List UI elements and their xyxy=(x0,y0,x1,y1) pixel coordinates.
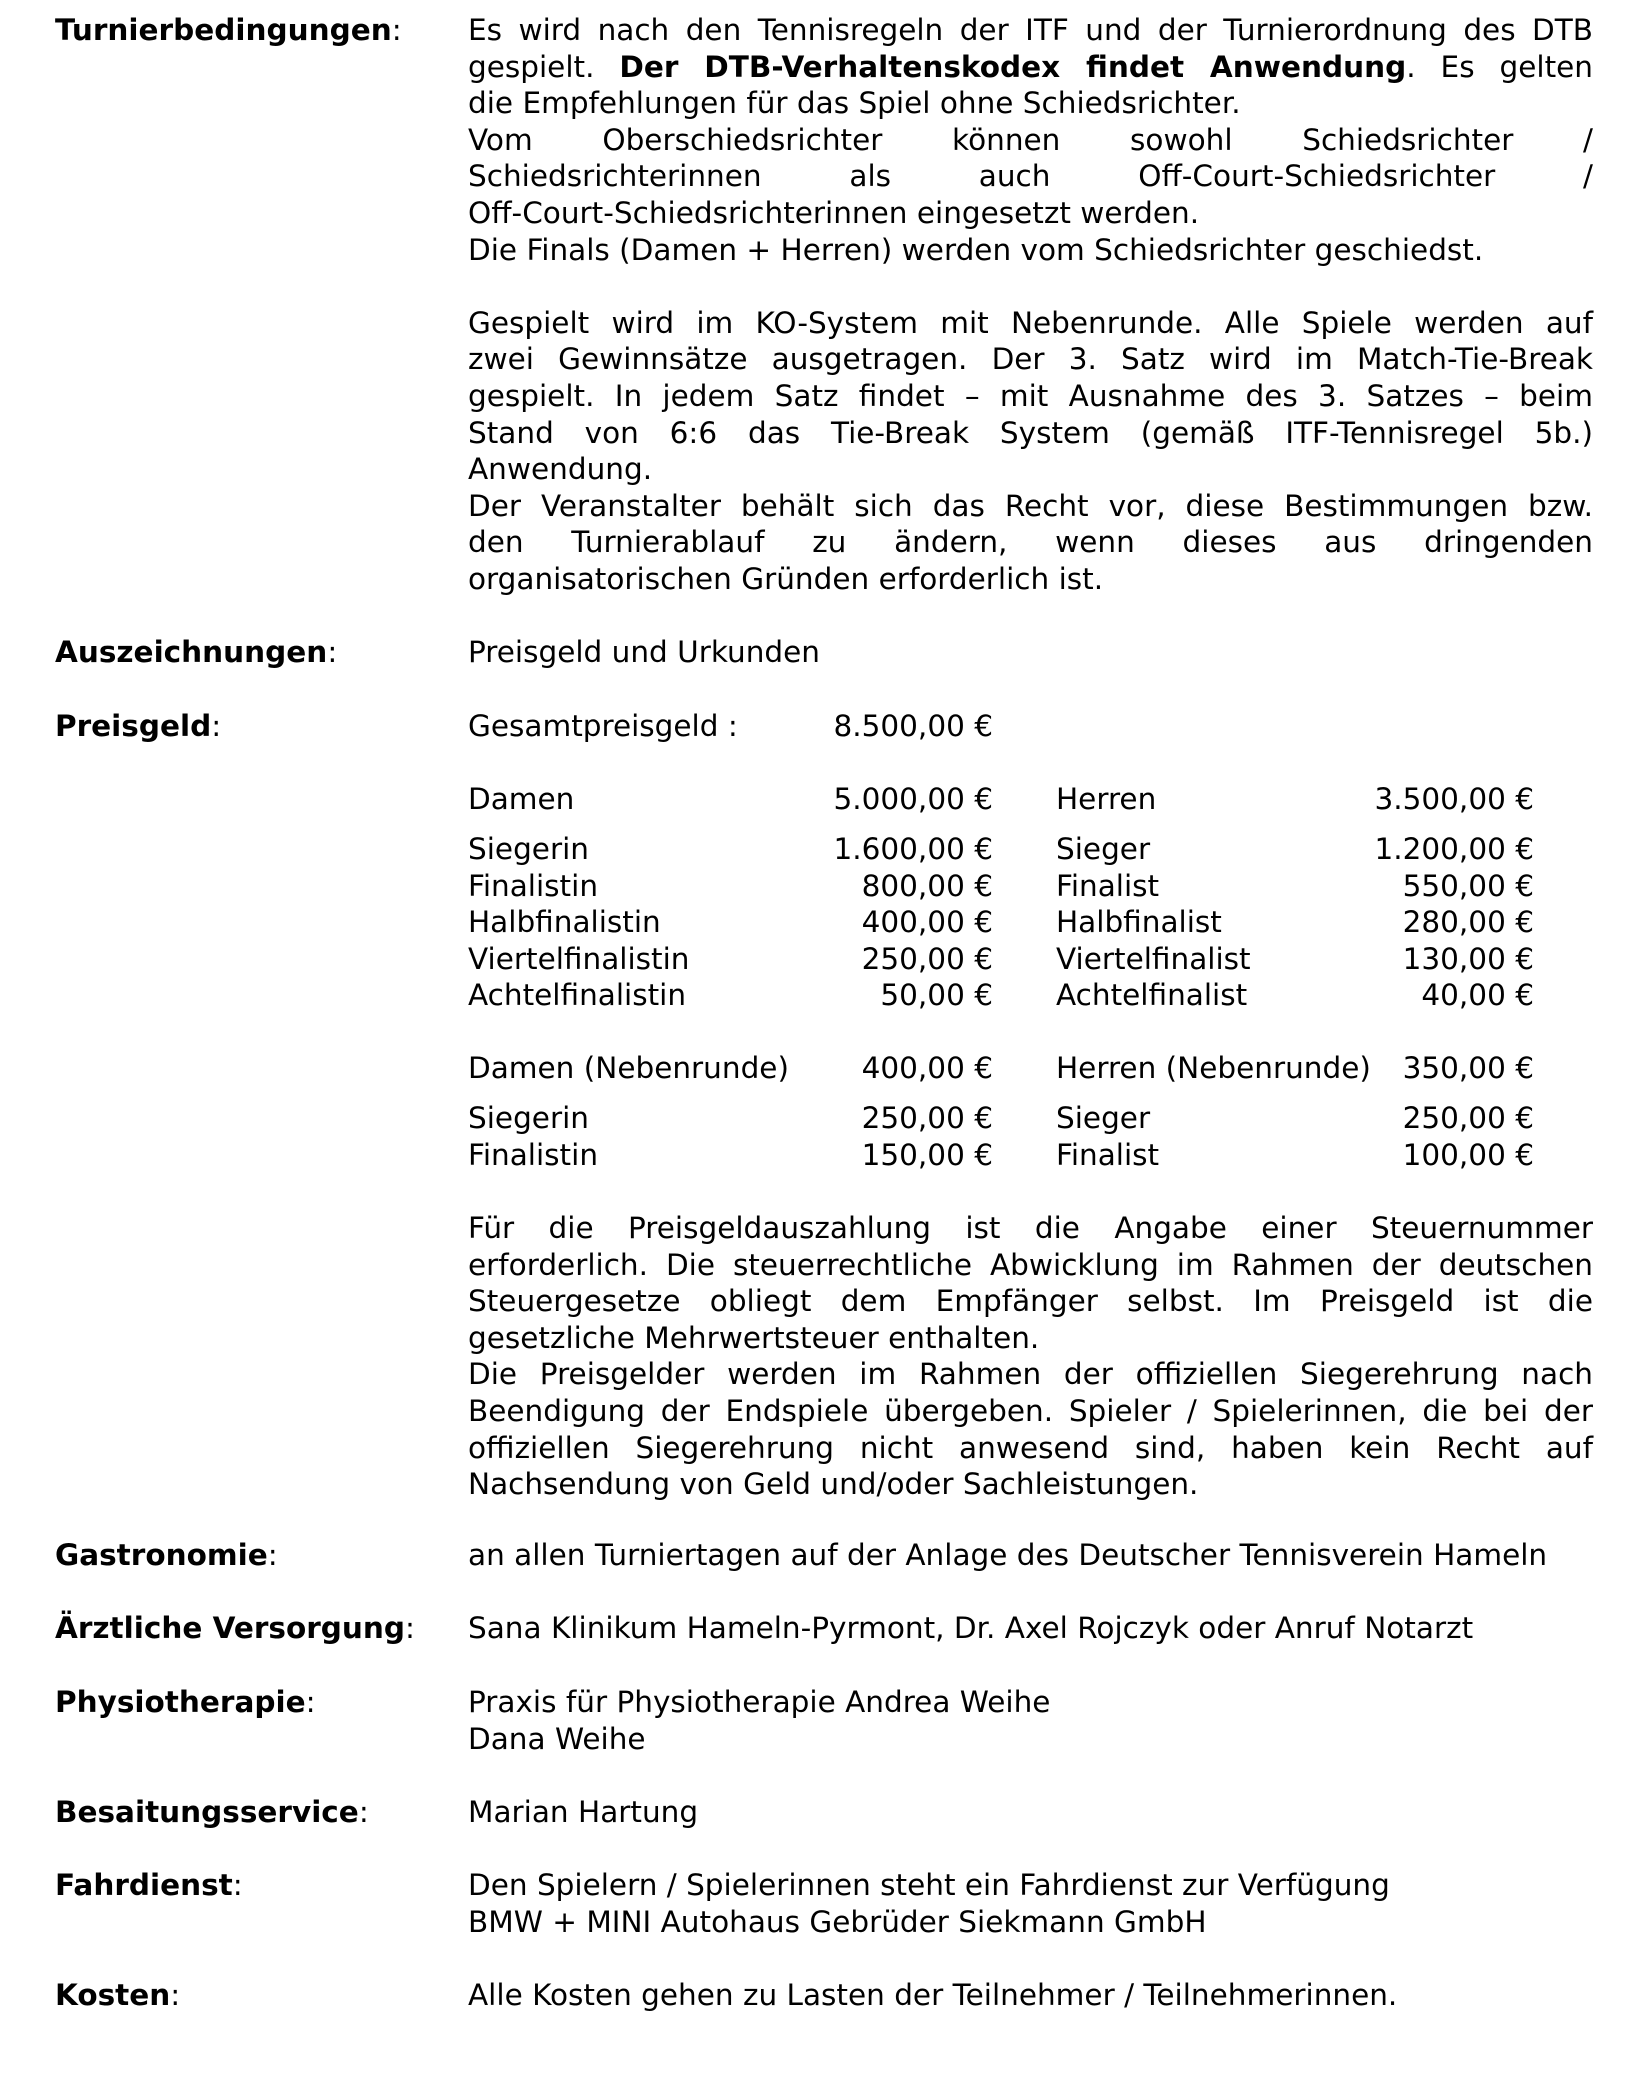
text-line: organisatorischen Gründen erforderlich ist. xyxy=(468,561,1104,596)
prize-value: 50,00 € xyxy=(880,978,993,1012)
text-line xyxy=(468,49,1593,86)
prize-value: 550,00 € xyxy=(1402,868,1534,903)
text-fragment: . Es gelten xyxy=(1406,49,1593,84)
term-colon: : xyxy=(305,1685,316,1719)
text-line: Off-Court-Schiedsrichterinnen eingesetzt werden. xyxy=(468,195,1200,230)
prize-label: Sieger xyxy=(1056,1101,1151,1135)
text-line: Anwendung. xyxy=(468,452,653,487)
prize-value: 150,00 € xyxy=(861,1137,993,1172)
text-line: Schiedsrichterinnen als auch Off-Court-Schiedsrichter / xyxy=(468,159,1593,194)
text-line: den Turnierablauf zu ändern, wenn dieses aus dringenden xyxy=(468,525,1593,560)
text-line: Dana Weihe xyxy=(468,1721,646,1756)
body-physiotherapie xyxy=(468,1684,1593,1757)
text-line: Für die Preisgeldauszahlung ist die Angabe einer Steuernummer xyxy=(468,1211,1593,1245)
prize-label: Sieger xyxy=(1056,832,1151,866)
text-line: Den Spielern / Spielerinnen steht ein Fahrdienst zur Verfügung xyxy=(468,1868,1390,1902)
prize-label-herren: Herren xyxy=(1056,782,1157,816)
term-label: Auszeichnungen xyxy=(55,635,328,669)
text-line: Beendigung der Endspiele übergeben. Spieler / Spielerinnen, die bei der xyxy=(468,1393,1593,1428)
prize-value: 1.200,00 € xyxy=(1374,832,1534,866)
prize-total-label: Gesamtpreisgeld : xyxy=(468,709,738,743)
prize-neben-header-row xyxy=(468,1050,1593,1087)
prize-header-row xyxy=(468,781,1593,818)
body-besaitungsservice xyxy=(468,1794,1593,1831)
text-line: Die Preisgelder werden im Rahmen der offiziellen Siegerehrung nach xyxy=(468,1357,1593,1392)
term-auszeichnungen xyxy=(55,634,337,671)
prize-value-herren: 3.500,00 € xyxy=(1374,782,1534,816)
text-line: zwei Gewinnsätze ausgetragen. Der 3. Satz wird im Match-Tie-Break xyxy=(468,342,1593,377)
prize-row xyxy=(468,941,1593,978)
prize-label: Achtelfinalist xyxy=(1056,978,1248,1012)
term-turnierbedingungen xyxy=(55,12,402,49)
term-physiotherapie xyxy=(55,1684,316,1721)
prize-total-value: 8.500,00 € xyxy=(833,709,993,743)
prize-label: Achtelfinalistin xyxy=(468,978,687,1012)
text-line: Nachsendung von Geld und/oder Sachleistungen. xyxy=(468,1467,1199,1502)
term-aerztliche-versorgung xyxy=(55,1610,415,1647)
term-preisgeld xyxy=(55,708,221,745)
term-gastronomie xyxy=(55,1537,278,1574)
body-fahrdienst xyxy=(468,1867,1593,1940)
prize-total-row xyxy=(468,708,1593,745)
prize-value: 250,00 € xyxy=(861,941,993,976)
text-line: Preisgeld und Urkunden xyxy=(468,635,820,669)
prize-label: Viertelfinalistin xyxy=(468,941,690,976)
term-label: Kosten xyxy=(55,1978,171,2012)
text-line: an allen Turniertagen auf der Anlage des Deutscher Tennisverein Hameln xyxy=(468,1538,1548,1572)
prize-value: 1.600,00 € xyxy=(833,832,993,866)
term-colon: : xyxy=(405,1611,415,1645)
term-colon: : xyxy=(232,1868,243,1902)
text-line: Praxis für Physiotherapie Andrea Weihe xyxy=(468,1685,1051,1719)
prize-label: Finalist xyxy=(1056,1137,1160,1172)
prize-row xyxy=(468,1100,1593,1137)
prize-value: 800,00 € xyxy=(861,868,993,903)
prize-label: Viertelfinalist xyxy=(1056,941,1251,976)
prize-value: 40,00 € xyxy=(1421,978,1534,1012)
prize-value: 250,00 € xyxy=(1402,1101,1534,1135)
prize-row xyxy=(468,1137,1593,1174)
body-aerztliche-versorgung xyxy=(468,1610,1593,1647)
text-line: Vom Oberschiedsrichter können sowohl Schiedsrichter / xyxy=(468,122,1593,157)
term-besaitungsservice xyxy=(55,1794,369,1831)
term-label: Gastronomie xyxy=(55,1538,268,1572)
prize-label: Siegerin xyxy=(468,832,589,866)
prize-label-herren-nebenrunde: Herren (Nebenrunde) xyxy=(1056,1051,1371,1085)
prize-row xyxy=(468,868,1593,905)
text-line: Sana Klinikum Hameln-Pyrmont, Dr. Axel Rojczyk oder Anruf Notarzt xyxy=(468,1611,1474,1645)
text-line: Steuergesetze obliegt dem Empfänger selbst. Im Preisgeld ist die xyxy=(468,1284,1593,1319)
prize-value: 130,00 € xyxy=(1402,941,1534,976)
text-fragment: gespielt. xyxy=(468,49,620,84)
prize-row xyxy=(468,904,1593,941)
text-line: erforderlich. Die steuerrechtliche Abwicklung im Rahmen der deutschen xyxy=(468,1247,1593,1282)
prize-notes xyxy=(468,1210,1593,1503)
prize-value: 100,00 € xyxy=(1402,1137,1534,1172)
prize-value-damen-nebenrunde: 400,00 € xyxy=(861,1051,993,1085)
body-auszeichnungen xyxy=(468,634,1593,671)
prize-value-herren-nebenrunde: 350,00 € xyxy=(1402,1051,1534,1085)
term-label: Preisgeld xyxy=(55,709,212,743)
term-colon: : xyxy=(391,13,402,47)
text-line: gespielt. In jedem Satz findet – mit Ausnahme des 3. Satzes – beim xyxy=(468,378,1593,413)
prize-label-damen: Damen xyxy=(468,782,575,816)
text-line: Alle Kosten gehen zu Lasten der Teilnehmer / Teilnehmerinnen. xyxy=(468,1978,1398,2012)
text-line: Der Veranstalter behält sich das Recht vor, diese Bestimmungen bzw. xyxy=(468,488,1593,523)
prize-value: 400,00 € xyxy=(861,905,993,939)
prize-label: Halbfinalist xyxy=(1056,905,1222,939)
bold-fragment: Der DTB-Verhaltenskodex findet Anwendung xyxy=(619,49,1407,84)
text-line: Es wird nach den Tennisregeln der ITF und der Turnierordnung des DTB xyxy=(468,13,1593,47)
text-line: die Empfehlungen für das Spiel ohne Schiedsrichter. xyxy=(468,86,1241,121)
text-line: Gespielt wird im KO-System mit Nebenrunde. Alle Spiele werden auf xyxy=(468,305,1593,340)
term-label: Fahrdienst xyxy=(55,1868,233,1902)
prize-value: 250,00 € xyxy=(861,1101,993,1135)
term-colon: : xyxy=(267,1538,278,1572)
prize-row xyxy=(468,977,1593,1014)
prize-label: Finalistin xyxy=(468,1137,599,1172)
prize-label-damen-nebenrunde: Damen (Nebenrunde) xyxy=(468,1051,789,1085)
term-label: Turnierbedingungen xyxy=(55,13,392,47)
term-label: Ärztliche Versorgung xyxy=(55,1611,406,1645)
prize-row xyxy=(468,831,1593,868)
body-kosten xyxy=(468,1977,1593,2014)
prize-label: Siegerin xyxy=(468,1101,589,1135)
text-line: gesetzliche Mehrwertsteuer enthalten. xyxy=(468,1320,1040,1355)
text-line: offiziellen Siegerehrung nicht anwesend sind, haben kein Recht auf xyxy=(468,1430,1593,1465)
term-colon: : xyxy=(358,1795,369,1829)
term-fahrdienst xyxy=(55,1867,243,1904)
term-label: Physiotherapie xyxy=(55,1685,306,1719)
prize-label: Finalistin xyxy=(468,868,599,903)
text-line: BMW + MINI Autohaus Gebrüder Siekmann GmbH xyxy=(468,1904,1207,1939)
body-gastronomie xyxy=(468,1537,1593,1574)
prize-label: Finalist xyxy=(1056,868,1160,903)
prize-value: 280,00 € xyxy=(1402,905,1534,939)
text-line: Marian Hartung xyxy=(468,1795,699,1829)
term-colon: : xyxy=(211,709,222,743)
text-line: Stand von 6:6 das Tie-Break System (gemäß ITF-Tennisregel 5b.) xyxy=(468,415,1593,450)
term-colon: : xyxy=(170,1978,181,2012)
prize-value-damen: 5.000,00 € xyxy=(833,782,993,816)
term-colon: : xyxy=(327,635,338,669)
term-label: Besaitungsservice xyxy=(55,1795,359,1829)
text-line: Die Finals (Damen + Herren) werden vom Schiedsrichter geschiedst. xyxy=(468,232,1484,267)
prize-label: Halbfinalistin xyxy=(468,905,661,939)
body-turnierbedingungen xyxy=(468,12,1593,598)
term-kosten xyxy=(55,1977,180,2014)
